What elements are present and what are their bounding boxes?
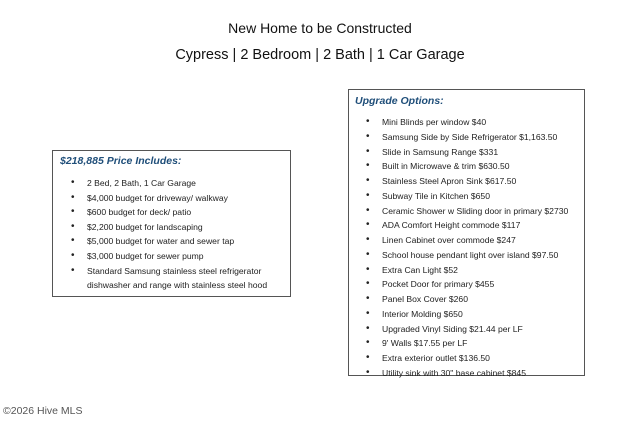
bullet-icon: • [366, 307, 370, 319]
bullet-icon: • [366, 130, 370, 142]
price-includes-box [52, 150, 291, 297]
upgrade-options-heading: Upgrade Options: [355, 95, 444, 107]
bullet-icon: • [366, 352, 370, 363]
list-item: • Extra Can Light $52 [366, 263, 568, 278]
list-item: • Pocket Door for primary $455 [366, 277, 568, 292]
bullet-icon: • [366, 160, 370, 172]
list-item: • School house pendant light over island $97.50 [366, 248, 568, 263]
bullet-icon: • [71, 264, 75, 276]
list-item-continuation: dishwasher and range with stainless steel hood [87, 280, 268, 291]
bullet-icon: • [366, 175, 370, 186]
bullet-icon: • [366, 145, 370, 157]
bullet-icon: • [366, 116, 370, 127]
price-includes-list [71, 176, 267, 293]
bullet-icon: • [366, 337, 370, 349]
list-item: • $600 budget for deck/ patio [71, 205, 267, 220]
bullet-icon: • [366, 219, 370, 231]
list-item: • $3,000 budget for sewer pump [71, 249, 267, 264]
list-item: • $2,200 budget for landscaping [71, 220, 267, 235]
bullet-icon: • [366, 263, 370, 275]
list-item: • $5,000 budget for water and sewer tap [71, 234, 267, 249]
list-item: • ADA Comfort Height commode $117 [366, 218, 568, 233]
bullet-icon: • [71, 191, 75, 203]
list-item: • 2 Bed, 2 Bath, 1 Car Garage [71, 176, 267, 191]
list-item: • Extra exterior outlet $136.50 [366, 351, 568, 366]
list-item: • Utility sink with 30" base cabinet $845 [366, 366, 568, 381]
bullet-icon: • [71, 177, 75, 188]
list-item: • Stainless Steel Apron Sink $617.50 [366, 174, 568, 189]
bullet-icon: • [366, 293, 370, 304]
mls-watermark: ©2026 Hive MLS [3, 405, 83, 417]
page-title: New Home to be Constructed [228, 20, 412, 36]
bullet-icon: • [366, 204, 370, 216]
page-subtitle: Cypress | 2 Bedroom | 2 Bath | 1 Car Garage [175, 47, 465, 63]
list-item: • Ceramic Shower w Sliding door in primary $2730 [366, 204, 568, 219]
list-item: • Upgraded Vinyl Siding $21.44 per LF [366, 322, 568, 337]
list-item: • Built in Microwave & trim $630.50 [366, 159, 568, 174]
upgrade-options-box [348, 89, 585, 376]
list-item: • $4,000 budget for driveway/ walkway [71, 191, 267, 206]
list-item: • Subway Tile in Kitchen $650 [366, 189, 568, 204]
bullet-icon: • [366, 189, 370, 201]
bullet-icon: • [71, 206, 75, 218]
list-item: • Slide in Samsung Range $331 [366, 145, 568, 160]
bullet-icon: • [366, 278, 370, 290]
upgrade-options-list [366, 115, 568, 381]
bullet-icon: • [366, 248, 370, 260]
list-item: • 9' Walls $17.55 per LF [366, 336, 568, 351]
list-item: • Linen Cabinet over commode $247 [366, 233, 568, 248]
list-item: • Standard Samsung stainless steel refrigerator [71, 264, 267, 279]
bullet-icon: • [366, 366, 370, 378]
bullet-icon: • [71, 220, 75, 232]
bullet-icon: • [71, 249, 75, 261]
list-item: • Samsung Side by Side Refrigerator $1,163.50 [366, 130, 568, 145]
bullet-icon: • [71, 235, 75, 247]
bullet-icon: • [366, 322, 370, 334]
list-item: • Mini Blinds per window $40 [366, 115, 568, 130]
bullet-icon: • [366, 234, 370, 245]
list-item: • Panel Box Cover $260 [366, 292, 568, 307]
price-includes-heading: $218,885 Price Includes: [60, 155, 182, 167]
list-item: • Interior Molding $650 [366, 307, 568, 322]
